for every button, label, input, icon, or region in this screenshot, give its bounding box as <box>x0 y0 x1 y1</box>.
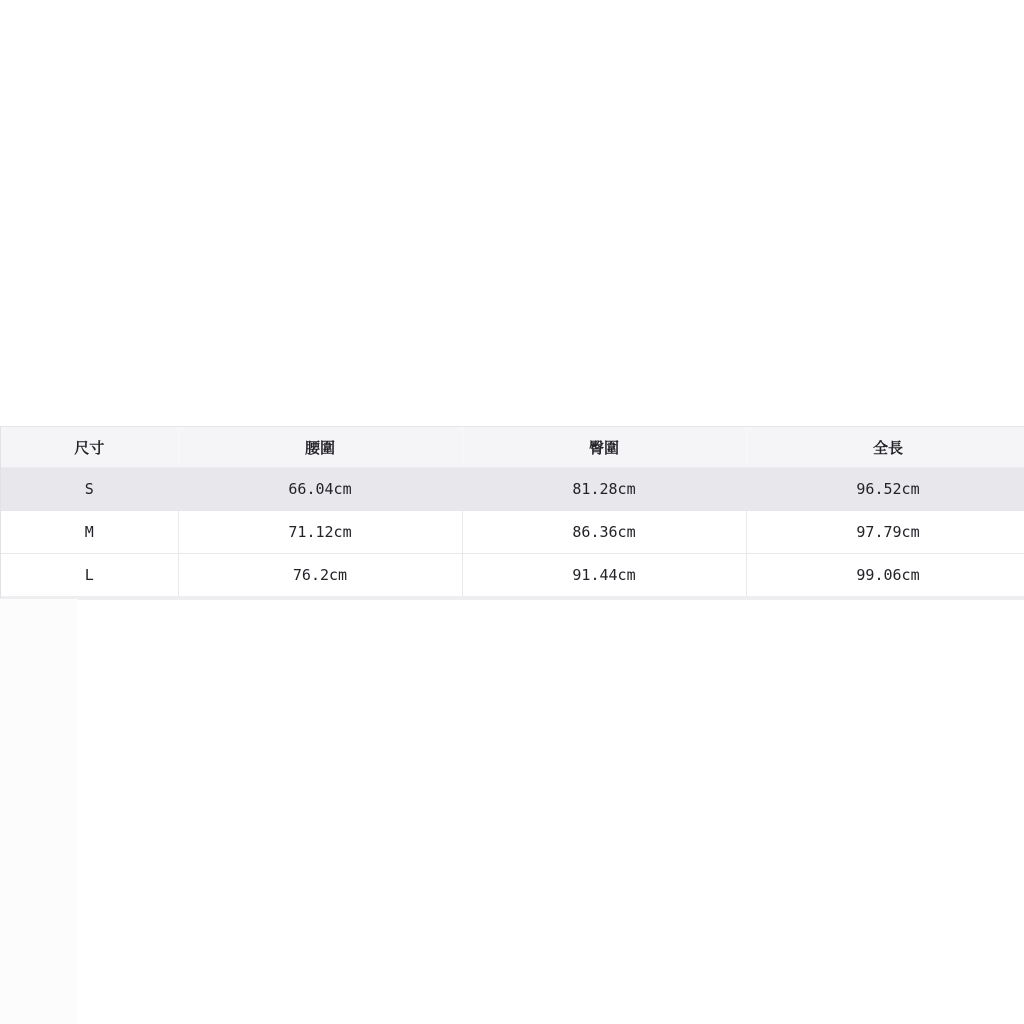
page-left-column-tint <box>0 599 78 1024</box>
cell-waist: 66.04cm <box>178 468 462 511</box>
cell-size: S <box>1 468 178 511</box>
cell-hip: 86.36cm <box>462 511 746 554</box>
table-row-m <box>1 511 1024 554</box>
column-header-length: 全長 <box>746 427 1024 468</box>
size-chart <box>1 427 1024 596</box>
cell-waist: 71.12cm <box>178 511 462 554</box>
cell-size: L <box>1 554 178 597</box>
cell-hip: 81.28cm <box>462 468 746 511</box>
column-header-size: 尺寸 <box>1 427 178 468</box>
table-row-l <box>1 554 1024 597</box>
cell-size: M <box>1 511 178 554</box>
cell-length: 97.79cm <box>746 511 1024 554</box>
column-header-hip: 臀圍 <box>462 427 746 468</box>
header-row <box>1 427 1024 468</box>
cell-waist: 76.2cm <box>178 554 462 597</box>
cell-length: 99.06cm <box>746 554 1024 597</box>
cell-hip: 91.44cm <box>462 554 746 597</box>
cell-length: 96.52cm <box>746 468 1024 511</box>
table-row-s <box>1 468 1024 511</box>
size-chart-table <box>0 426 1024 600</box>
column-header-waist: 腰圍 <box>178 427 462 468</box>
